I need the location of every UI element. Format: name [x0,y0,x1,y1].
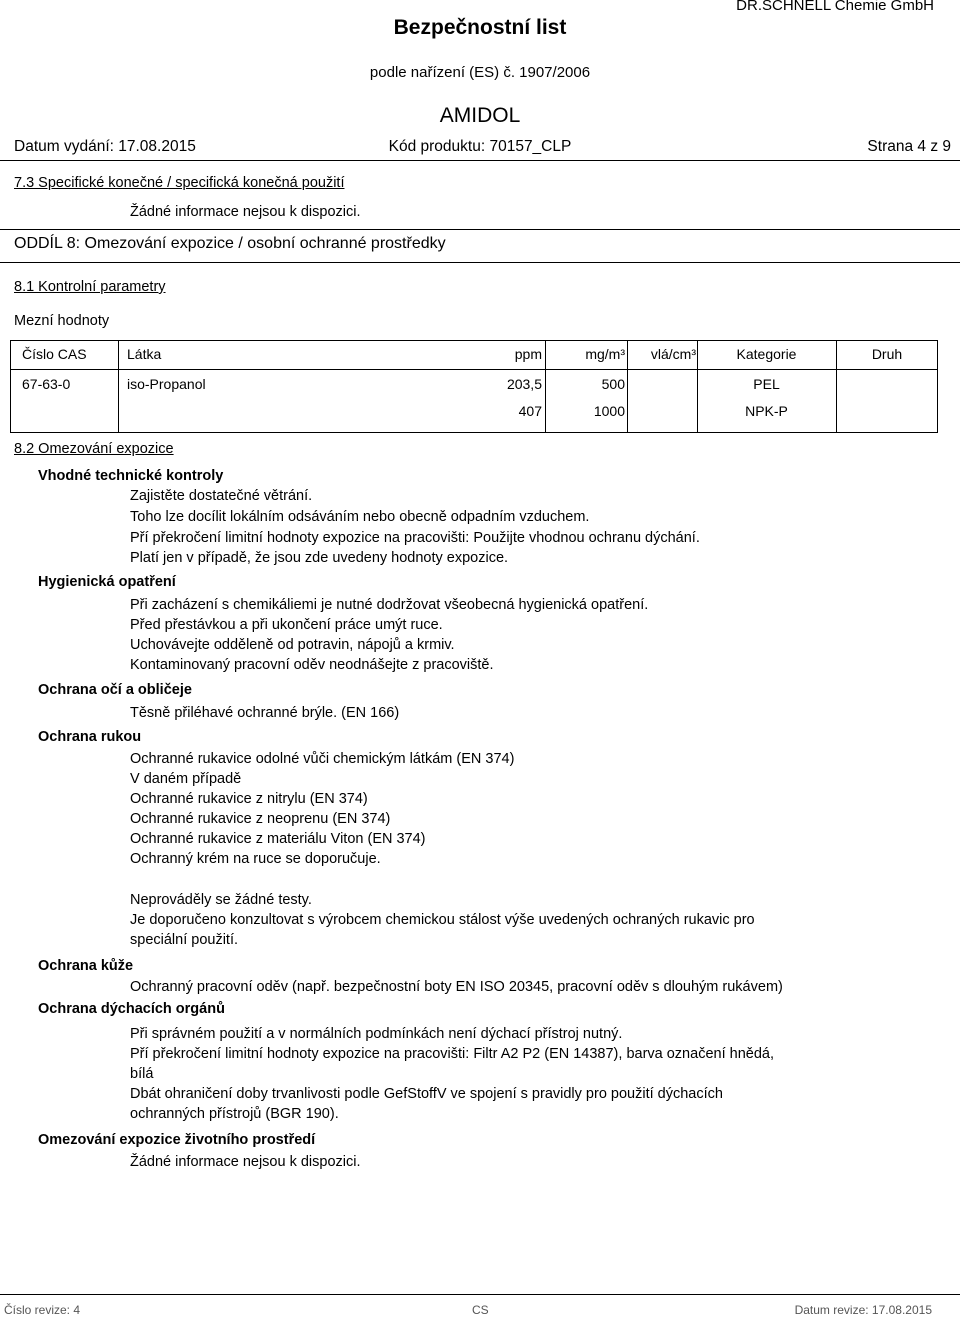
limits-label: Mezní hodnoty [14,313,110,329]
respiratory-line: Dbát ohraničení doby trvanlivosti podle GefStoffV ve spojení s pravidly pro použití dýchacích [130,1086,723,1102]
table-divider [627,340,628,433]
tech-line: Pří překročení limitní hodnoty expozice na pracovišti: Použijte vhodnou ochranu dýchání. [130,530,700,546]
col-header-fibres: vlá/cm³ [650,346,696,362]
col-header-category: Kategorie [736,346,797,362]
cell-mgm3: 500 [601,376,625,392]
hand-line: Ochranné rukavice z neoprenu (EN 374) [130,811,391,827]
hand-note-line: speciální použití. [130,932,239,948]
col-header-substance: Látka [127,346,162,362]
footer-rule [0,1294,960,1295]
hand-protection-title: Ochrana rukou [38,729,142,745]
col-header-type: Druh [871,346,903,362]
section-7-3-text: Žádné informace nejsou k dispozici. [130,204,361,220]
page-number: Strana 4 z 9 [867,138,951,155]
tech-line: Zajistěte dostatečné větrání. [130,488,313,504]
cell-ppm: 407 [518,403,542,419]
hygiene-line: Kontaminovaný pracovní oděv neodnášejte z pracoviště. [130,657,494,673]
issue-date: Datum vydání: 17.08.2015 [14,138,196,155]
tech-controls-title: Vhodné technické kontroly [38,468,224,484]
hand-note-line: Neprováděly se žádné testy. [130,892,312,908]
section-7-3-title: 7.3 Specifické konečné / specifická konečná použití [14,175,345,191]
hand-note-line: Je doporučeno konzultovat s výrobcem chemickou stálost výše uvedených ochraných rukavic pro [130,912,755,928]
section-8-title: ODDÍL 8: Omezování expozice / osobní ochranné prostředky [14,235,446,252]
cell-ppm: 203,5 [506,376,542,392]
regulation: podle nařízení (ES) č. 1907/2006 [369,64,591,81]
company-name: DR.SCHNELL Chemie GmbH [736,0,934,14]
footer-language: CS [472,1303,489,1317]
hand-line: Ochranné rukavice z materiálu Viton (EN 374) [130,831,426,847]
hand-line: Ochranné rukavice odolné vůči chemickým látkám (EN 374) [130,751,515,767]
tech-line: Platí jen v případě, že jsou zde uvedeny hodnoty expozice. [130,550,509,566]
footer-revision-date: Datum revize: 17.08.2015 [794,1303,932,1317]
cell-category: PEL [753,376,780,392]
cell-cas: 67-63-0 [22,376,71,392]
eye-protection-text: Těsně přiléhavé ochranné brýle. (EN 166) [130,705,400,721]
respiratory-line: ochranných přístrojů (BGR 190). [130,1106,339,1122]
tech-line: Toho lze docílit lokálním odsáváním nebo obecně odpadním vzduchem. [130,509,590,525]
hygiene-title: Hygienická opatření [38,574,176,590]
col-header-cas: Číslo CAS [22,346,87,362]
hygiene-line: Před přestávkou a při ukončení práce umýt ruce. [130,617,443,633]
respiratory-title: Ochrana dýchacích orgánů [38,1001,225,1017]
col-header-ppm: ppm [514,346,542,362]
section-8-1-title: 8.1 Kontrolní parametry [14,279,166,295]
skin-protection-text: Ochranný pracovní oděv (např. bezpečnostní boty EN ISO 20345, pracovní oděv s dlouhým rukávem) [130,979,783,995]
respiratory-line: Při správném použití a v normálních podmínkách není dýchací přístroj nutný. [130,1026,623,1042]
respiratory-line: bílá [130,1066,154,1082]
hygiene-line: Uchovávejte odděleně od potravin, nápojů a krmiv. [130,637,455,653]
cell-substance: iso-Propanol [127,376,206,392]
document-title: Bezpečnostní list [393,16,567,39]
hand-line: Ochranné rukavice z nitrylu (EN 374) [130,791,368,807]
respiratory-line: Pří překročení limitní hodnoty expozice na pracovišti: Filtr A2 P2 (EN 14387), barva označení hnědá, [130,1046,774,1062]
table-divider [118,340,119,433]
environment-text: Žádné informace nejsou k dispozici. [130,1154,361,1170]
product-code: Kód produktu: 70157_CLP [388,138,572,155]
skin-protection-title: Ochrana kůže [38,958,134,974]
hygiene-line: Při zacházení s chemikáliemi je nutné dodržovat všeobecná hygienická opatření. [130,597,649,613]
cell-category: NPK-P [745,403,788,419]
col-header-mgm3: mg/m³ [585,346,625,362]
section-8-2-title: 8.2 Omezování expozice [14,441,174,457]
environment-title: Omezování expozice životního prostředí [38,1132,316,1148]
hand-line: V daném případě [130,771,242,787]
product-name: AMIDOL [439,104,521,127]
hand-line: Ochranný krém na ruce se doporučuje. [130,851,381,867]
footer-revision: Číslo revize: 4 [4,1303,81,1317]
table-divider [545,340,546,433]
eye-protection-title: Ochrana očí a obličeje [38,682,192,698]
cell-mgm3: 1000 [593,403,625,419]
